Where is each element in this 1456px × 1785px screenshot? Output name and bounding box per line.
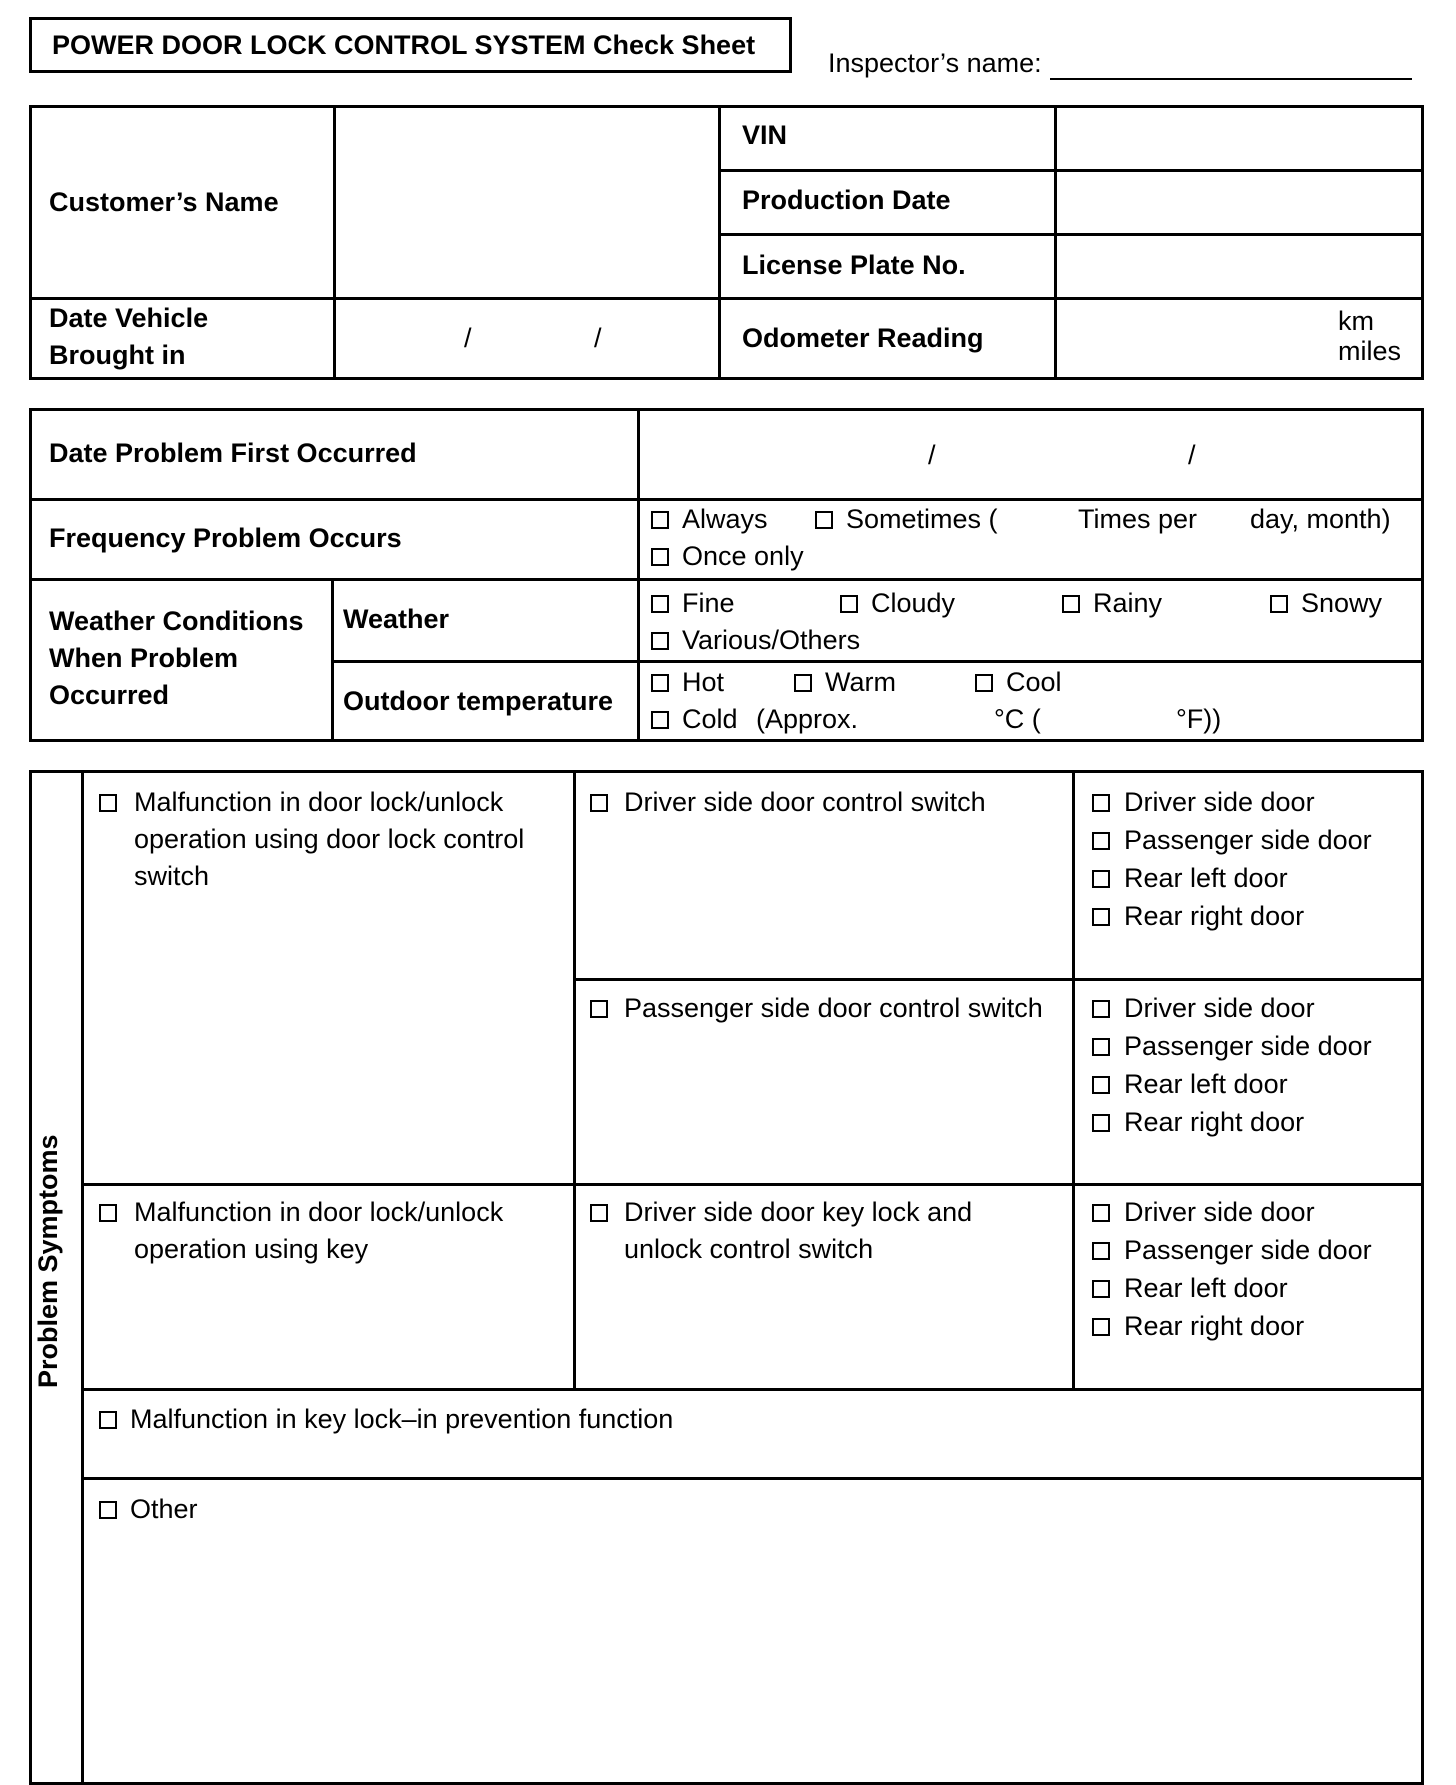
- rear-left-door-checkbox[interactable]: [1092, 1280, 1110, 1298]
- sometimes-label: Sometimes (: [846, 504, 998, 534]
- date-separator: /: [928, 440, 936, 470]
- fahrenheit-label: °F)): [1176, 704, 1222, 734]
- always-checkbox[interactable]: [651, 511, 669, 529]
- frequency-label: Frequency Problem Occurs: [49, 523, 402, 553]
- unit-miles: miles: [1338, 336, 1402, 366]
- divider: [81, 1183, 1424, 1186]
- approx-label: (Approx.: [756, 704, 859, 734]
- door-lock-switch-malfunction-label: Malfunction in door lock/unlock operation using door lock control switch: [134, 787, 525, 891]
- key-operation-malfunction-checkbox[interactable]: [99, 1204, 117, 1222]
- divider: [81, 1388, 1424, 1391]
- cloudy-checkbox[interactable]: [840, 595, 858, 613]
- rear-left-door-checkbox[interactable]: [1092, 1076, 1110, 1094]
- inspector-name-field[interactable]: [1050, 78, 1412, 80]
- key-switch-label: Driver side door key lock and unlock control switch: [624, 1197, 973, 1264]
- passenger-door-checkbox[interactable]: [1092, 832, 1110, 850]
- driver-door-checkbox[interactable]: [1092, 1204, 1110, 1222]
- driver-door-checkbox[interactable]: [1092, 794, 1110, 812]
- key-lock-in-prevention-label: Malfunction in key lock–in prevention function: [130, 1404, 674, 1434]
- odometer-field[interactable]: [1058, 300, 1328, 378]
- door-label: Rear right door: [1124, 901, 1305, 931]
- various-others-checkbox[interactable]: [651, 632, 669, 650]
- door-label: Rear right door: [1124, 1311, 1305, 1341]
- inspector-name-label: Inspector’s name:: [828, 48, 1042, 78]
- cloudy-label: Cloudy: [871, 588, 956, 618]
- divider: [718, 105, 721, 380]
- production-date-field[interactable]: [1058, 172, 1420, 232]
- date-first-occurred-label: Date Problem First Occurred: [49, 438, 417, 468]
- other-checkbox[interactable]: [99, 1501, 117, 1519]
- vin-field[interactable]: [1058, 108, 1420, 168]
- door-label: Rear left door: [1124, 1069, 1288, 1099]
- passenger-switch-label: Passenger side door control switch: [624, 993, 1043, 1023]
- unit-km: km: [1338, 306, 1374, 336]
- once-only-checkbox[interactable]: [651, 548, 669, 566]
- various-others-label: Various/Others: [682, 625, 861, 655]
- door-label: Driver side door: [1124, 787, 1315, 817]
- problem-symptoms-label: Problem Symptoms: [33, 1134, 63, 1388]
- always-label: Always: [682, 504, 768, 534]
- cool-checkbox[interactable]: [975, 674, 993, 692]
- key-operation-malfunction-label: Malfunction in door lock/unlock operation using key: [134, 1197, 504, 1264]
- production-date-label: Production Date: [742, 185, 951, 215]
- snowy-label: Snowy: [1301, 588, 1383, 618]
- cold-checkbox[interactable]: [651, 711, 669, 729]
- date-separator: /: [594, 323, 602, 353]
- sometimes-checkbox[interactable]: [815, 511, 833, 529]
- rear-left-door-checkbox[interactable]: [1092, 870, 1110, 888]
- door-label: Rear left door: [1124, 863, 1288, 893]
- license-plate-field[interactable]: [1058, 236, 1420, 296]
- divider: [81, 770, 84, 1785]
- door-label: Passenger side door: [1124, 1031, 1372, 1061]
- door-label: Passenger side door: [1124, 825, 1372, 855]
- other-details-field[interactable]: [90, 1530, 1415, 1770]
- rear-right-door-checkbox[interactable]: [1092, 908, 1110, 926]
- divider: [637, 408, 640, 742]
- cold-label: Cold: [682, 704, 738, 734]
- cool-label: Cool: [1006, 667, 1062, 697]
- date-brought-in-label: Date Vehicle Brought in: [49, 303, 209, 370]
- passenger-switch-checkbox[interactable]: [590, 1000, 608, 1018]
- once-only-label: Once only: [682, 541, 804, 571]
- rainy-label: Rainy: [1093, 588, 1163, 618]
- weather-label: Weather: [343, 604, 450, 634]
- divider: [573, 978, 1424, 981]
- sheet-title: POWER DOOR LOCK CONTROL SYSTEM Check Sheet: [29, 17, 792, 73]
- driver-switch-checkbox[interactable]: [590, 794, 608, 812]
- date-brought-in-field[interactable]: [336, 300, 716, 378]
- celsius-label: °C (: [994, 704, 1041, 734]
- door-label: Driver side door: [1124, 1197, 1315, 1227]
- divider: [81, 1477, 1424, 1480]
- divider: [331, 578, 334, 742]
- rainy-checkbox[interactable]: [1062, 595, 1080, 613]
- fine-label: Fine: [682, 588, 735, 618]
- key-lock-in-prevention-checkbox[interactable]: [99, 1411, 117, 1429]
- vin-label: VIN: [742, 120, 788, 150]
- warm-checkbox[interactable]: [794, 674, 812, 692]
- door-label: Driver side door: [1124, 993, 1315, 1023]
- divider: [331, 660, 1424, 663]
- driver-switch-label: Driver side door control switch: [624, 787, 986, 817]
- door-lock-switch-malfunction-checkbox[interactable]: [99, 794, 117, 812]
- key-switch-checkbox[interactable]: [590, 1204, 608, 1222]
- weather-conditions-label: Weather Conditions When Problem Occurred: [49, 606, 304, 710]
- fine-checkbox[interactable]: [651, 595, 669, 613]
- passenger-door-checkbox[interactable]: [1092, 1242, 1110, 1260]
- divider: [573, 770, 576, 1390]
- driver-door-checkbox[interactable]: [1092, 1000, 1110, 1018]
- passenger-door-checkbox[interactable]: [1092, 1038, 1110, 1056]
- door-label: Passenger side door: [1124, 1235, 1372, 1265]
- date-separator: /: [1188, 440, 1196, 470]
- license-plate-label: License Plate No.: [742, 250, 966, 280]
- customer-name-label: Customer’s Name: [49, 187, 279, 217]
- day-month-label: day, month): [1250, 504, 1391, 534]
- hot-checkbox[interactable]: [651, 674, 669, 692]
- times-per-label: Times per: [1078, 504, 1198, 534]
- other-label: Other: [130, 1494, 198, 1524]
- divider: [1054, 105, 1057, 380]
- hot-label: Hot: [682, 667, 725, 697]
- customer-name-field[interactable]: [336, 108, 716, 296]
- door-label: Rear right door: [1124, 1107, 1305, 1137]
- rear-right-door-checkbox[interactable]: [1092, 1318, 1110, 1336]
- outdoor-temperature-label: Outdoor temperature: [343, 686, 614, 716]
- divider: [29, 578, 1424, 581]
- divider: [1072, 770, 1075, 1390]
- warm-label: Warm: [825, 667, 896, 697]
- door-label: Rear left door: [1124, 1273, 1288, 1303]
- date-separator: /: [464, 323, 472, 353]
- odometer-label: Odometer Reading: [742, 323, 984, 353]
- rear-right-door-checkbox[interactable]: [1092, 1114, 1110, 1132]
- snowy-checkbox[interactable]: [1270, 595, 1288, 613]
